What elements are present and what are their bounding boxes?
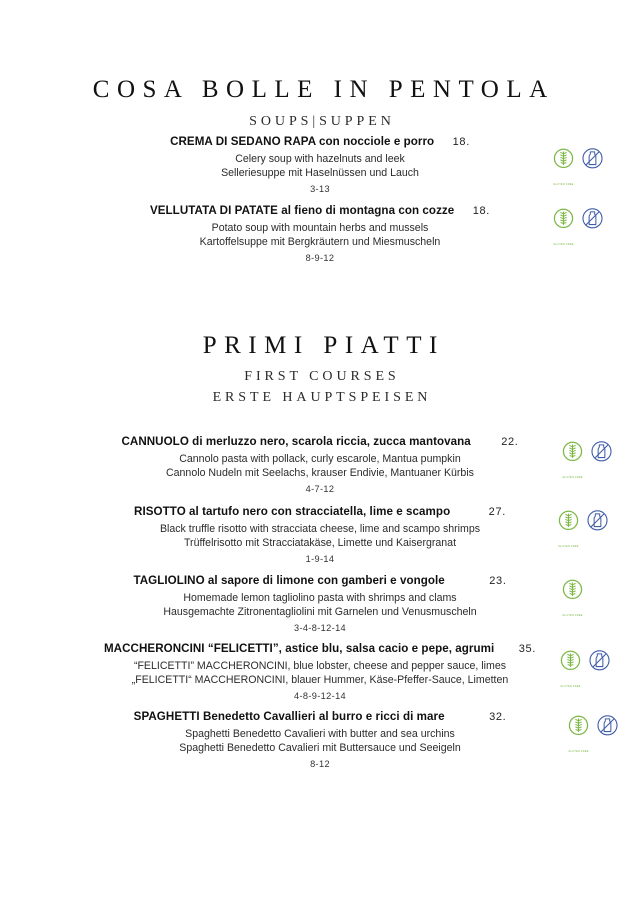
svg-text:GLUTEN FREE: GLUTEN FREE bbox=[568, 749, 589, 753]
dish-price: 22. bbox=[501, 436, 519, 448]
dish-description-de: Cannolo Nudeln mit Seelachs, krauser Endivie, Mantuaner Kürbis bbox=[166, 466, 474, 479]
diet-icons-primi-1 bbox=[560, 440, 614, 479]
dish-price: 23. bbox=[489, 575, 507, 587]
dish-description-de: Trüffelrisotto mit Stracciatakäse, Limette und Kaisergranat bbox=[183, 536, 457, 549]
menu-item-primi-2[interactable] bbox=[0, 502, 640, 567]
menu-item-title-line bbox=[0, 201, 640, 219]
section-title-soups: COSA BOLLE IN PENTOLA bbox=[92, 76, 555, 103]
dish-title: MACCHERONCINI “FELICETTI”, astice blu, salsa cacio e pepe, agrumi bbox=[103, 642, 495, 655]
svg-text:GLUTEN FREE: GLUTEN FREE bbox=[562, 475, 583, 479]
dish-price: 18. bbox=[472, 205, 491, 217]
gluten-free-label bbox=[551, 182, 576, 186]
menu-item-title-line bbox=[0, 571, 640, 589]
gluten-free-label bbox=[556, 544, 581, 548]
menu-item-title-line bbox=[0, 132, 640, 150]
gluten-free-label bbox=[560, 613, 585, 617]
menu-item-primi-4[interactable] bbox=[0, 639, 640, 704]
menu-item-primi-1[interactable] bbox=[0, 432, 640, 497]
menu-item-title-line bbox=[0, 639, 640, 657]
lactose-free-icon bbox=[580, 207, 605, 237]
dish-title: CANNUOLO di merluzzo nero, scarola riccia, zucca mantovana bbox=[121, 435, 471, 448]
menu-item-soup-1[interactable] bbox=[0, 132, 640, 197]
dish-title: CREMA DI SEDANO RAPA con nocciole e porro bbox=[170, 135, 435, 148]
gluten-free-label bbox=[566, 749, 591, 753]
gluten-free-icon bbox=[560, 578, 585, 617]
section-subtitle-soups: SOUPS|SUPPEN bbox=[249, 114, 395, 130]
lactose-free-icon bbox=[587, 649, 612, 679]
diet-icons-soup-2 bbox=[551, 207, 605, 246]
gluten-free-icon bbox=[560, 440, 585, 479]
dish-allergen-numbers: 8-9-12 bbox=[305, 252, 335, 263]
dish-description-de: Selleriesuppe mit Haselnüssen und Lauch bbox=[221, 166, 419, 179]
menu-item-title-line bbox=[0, 432, 640, 450]
dish-title: SPAGHETTI Benedetto Cavallieri al burro e ricci di mare bbox=[133, 710, 445, 723]
diet-icons-soup-1 bbox=[551, 147, 605, 186]
menu-item-primi-3[interactable] bbox=[0, 571, 640, 636]
lactose-free-icon bbox=[585, 509, 610, 539]
lactose-free-icon bbox=[580, 147, 605, 177]
dish-description-en: Cannolo pasta with pollack, curly escarole, Mantua pumpkin bbox=[179, 453, 461, 465]
dish-allergen-numbers: 1-9-14 bbox=[305, 553, 335, 564]
dish-description-de: „FELICETTI“ MACCHERONCINI, blauer Hummer, Käse-Pfeffer-Sauce, Limetten bbox=[131, 673, 509, 686]
svg-text:GLUTEN FREE: GLUTEN FREE bbox=[553, 182, 574, 186]
dish-description-de: Spaghetti Benedetto Cavalieri mit Buttersauce und Seeigeln bbox=[179, 741, 461, 754]
gluten-free-label bbox=[551, 242, 576, 246]
dish-description-en: Black truffle risotto with stracciata cheese, lime and scampo shrimps bbox=[159, 523, 481, 535]
dish-price: 32. bbox=[489, 711, 507, 723]
menu-item-soup-2[interactable] bbox=[0, 201, 640, 266]
dish-description-de: Hausgemachte Zitronentagliolini mit Garnelen und Venusmuscheln bbox=[163, 605, 477, 618]
dish-description-en: Homemade lemon tagliolino pasta with shrimps and clams bbox=[183, 592, 457, 604]
svg-text:GLUTEN FREE: GLUTEN FREE bbox=[560, 684, 581, 688]
diet-icons-primi-3 bbox=[560, 578, 585, 617]
dish-description-en: “FELICETTI” MACCHERONCINI, blue lobster, cheese and pepper sauce, limes bbox=[133, 660, 507, 672]
dish-allergen-numbers: 8-12 bbox=[310, 758, 330, 769]
diet-icons-primi-2 bbox=[556, 509, 610, 548]
section-subtitle-de: ERSTE HAUPTSPEISEN bbox=[212, 390, 432, 406]
menu-item-title-line bbox=[0, 502, 640, 520]
dish-description-en: Celery soup with hazelnuts and leek bbox=[235, 153, 405, 165]
gluten-free-icon bbox=[566, 714, 591, 753]
dish-allergen-numbers: 3-13 bbox=[310, 183, 330, 194]
dish-description-en: Spaghetti Benedetto Cavalieri with butter and sea urchins bbox=[185, 728, 455, 740]
section-header-soups bbox=[0, 74, 640, 132]
dish-description-en: Potato soup with mountain herbs and mussels bbox=[211, 222, 429, 234]
lactose-free-icon bbox=[595, 714, 620, 744]
dish-price: 35. bbox=[518, 643, 537, 655]
gluten-free-icon bbox=[551, 147, 576, 186]
diet-icons-primi-5 bbox=[566, 714, 620, 753]
dish-title: RISOTTO al tartufo nero con stracciatella, lime e scampo bbox=[134, 505, 451, 518]
dish-allergen-numbers: 4-8-9-12-14 bbox=[293, 690, 347, 701]
gluten-free-icon bbox=[558, 649, 583, 688]
dish-description-de: Kartoffelsuppe mit Bergkräutern und Miesmuscheln bbox=[199, 235, 441, 248]
gluten-free-label bbox=[558, 684, 583, 688]
menu-item-title-line bbox=[0, 707, 640, 725]
section-subtitle-en: FIRST COURSES bbox=[244, 369, 400, 385]
dish-allergen-numbers: 3-4-8-12-14 bbox=[293, 622, 347, 633]
lactose-free-icon bbox=[589, 440, 614, 470]
svg-text:GLUTEN FREE: GLUTEN FREE bbox=[562, 613, 583, 617]
section-title-first-courses: PRIMI PIATTI bbox=[202, 332, 445, 359]
menu-item-primi-5[interactable] bbox=[0, 707, 640, 772]
dish-price: 27. bbox=[488, 506, 506, 518]
svg-text:GLUTEN FREE: GLUTEN FREE bbox=[553, 242, 574, 246]
dish-title: TAGLIOLINO al sapore di limone con gamberi e vongole bbox=[133, 574, 445, 587]
svg-text:GLUTEN FREE: GLUTEN FREE bbox=[558, 544, 579, 548]
gluten-free-icon bbox=[551, 207, 576, 246]
gluten-free-label bbox=[560, 475, 585, 479]
gluten-free-icon bbox=[556, 509, 581, 548]
dish-allergen-numbers: 4-7-12 bbox=[305, 483, 335, 494]
section-header-first-courses bbox=[0, 330, 640, 408]
dish-title: VELLUTATA DI PATATE al fieno di montagna con cozze bbox=[149, 204, 455, 217]
diet-icons-primi-4 bbox=[558, 649, 612, 688]
dish-price: 18. bbox=[452, 136, 470, 148]
